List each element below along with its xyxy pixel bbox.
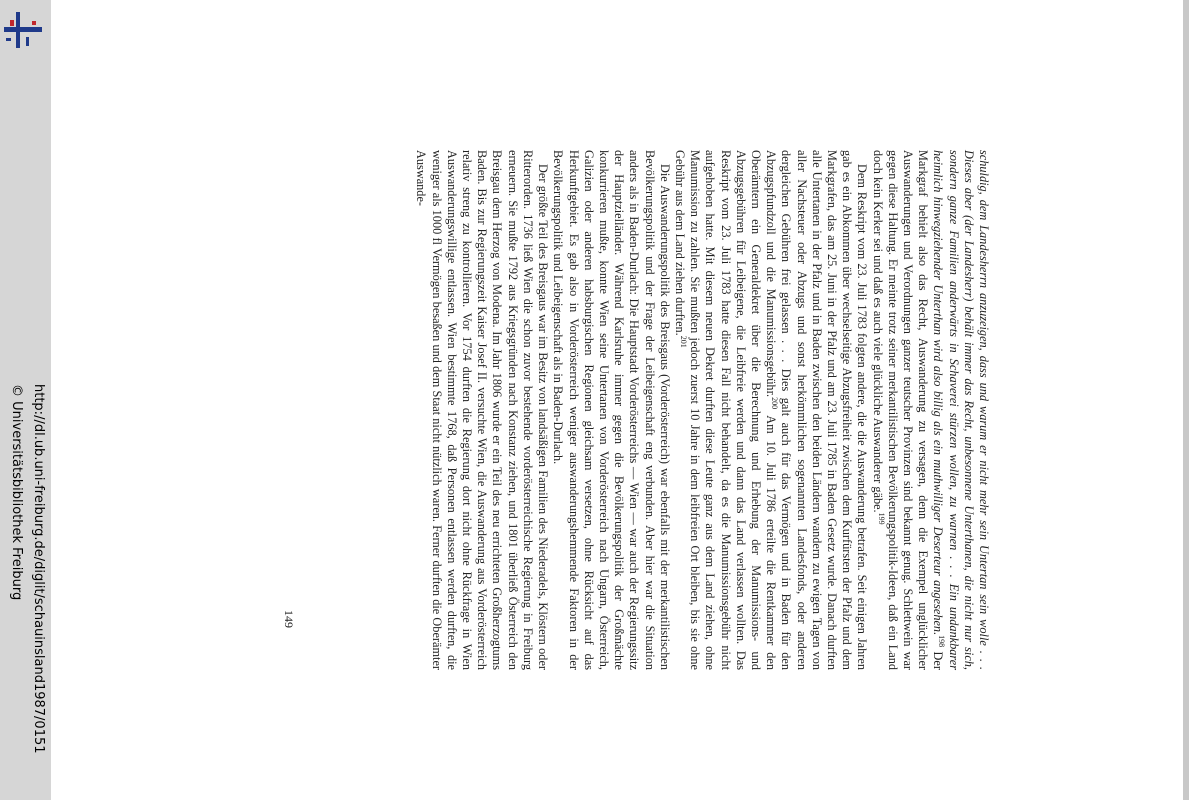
paragraph-text: Der Markgraf behielt also das Recht, Auswanderung zu versagen, denn die Exempel unglücklicher Auswanderungen und Verordnungen ganzer teutscher Provinzen sind bekannt genug. Schlettwein war gegen diese Haltung. Er meinte trotz seiner merkantilistischen Bevölkerungspolitik-Ideen, daß ein Land doch kein Kerker sei und daß es auch viele glückliche Auswanderer gäbe.: [870, 150, 946, 670]
sidebar-text: [4, 384, 48, 804]
quote-text: schuldig, dem Landesherrn anzuzeigen, dass und warum er nicht mehr sein Untertan sein wolle . . . Dieses aber (der Landesherr) behält immer das Recht, unbesonnene Unterthanen, die nicht nur sich, sondern ganze Familien anderwärts in Schaverei stürzen wollen, zu warnen . . . Ein undankbarer heimlich hinwegziehender Unterthan wird also billig als ein muthwilliger Deserteur angesehen.: [931, 150, 991, 670]
paragraph-1: [869, 150, 991, 670]
paragraph-2: [672, 150, 870, 670]
university-library-freiburg-logo-icon: [2, 10, 44, 50]
footnote-ref: 199: [876, 512, 886, 525]
page-number: 149: [282, 610, 296, 628]
copyright-notice: © Universitätsbibliothek Freiburg: [9, 384, 24, 601]
paragraph-text: Dem Reskript vom 23. Juli 1783 folgten andere, die die Auswanderung betrafen. Seit einigen Jahren gab es ein Abkommen über wechselseitige Abzugsfreiheit zwischen dem Kurfürsten der Pfalz und dem Markgrafen, das am 25. Juni in der Pfalz und am 23. Juli 1785 in Baden Gesetz wurde. Danach durften alle Untertanen in der Pfalz und in Baden zwischen den beiden Ländern wandern zu ewigen Tagen von aller Nachsteuer oder Abzugs und sonst herkömmlichen sogenannten Landesfonds, oder anderen dergleichen Gebühren frei gelassen . . . Dies galt auch für das Vermögen und in Baden für den Abzugspfundzoll und die Manumissionsgebühr.: [764, 150, 870, 670]
source-url[interactable]: http://dl.ub.uni-freiburg.de/diglit/schauinsland1987/0151: [31, 384, 46, 754]
paragraph-text: Am 10. Juli 1786 erteilte die Rentkammer den Oberämtern ein Generaldekret über die Berechnung und Erhebung der Manumissions- und Abzugsgebühren für Leibeigene, die Leibfreie werden und dann das Land verlassen wollten. Das Reskript vom 23. Juli 1783 hatte diesen Fall nicht behandelt, da es die Manumissionsgebühr nicht aufgehoben hatte. Mit diesem neuen Dekret durften diese Leute ganz aus dem Land ziehen, ohne Manumission zu zahlen. Sie mußten jedoch zuerst 10 Jahre in dem leibfreien Ort bleiben, bis sie ohne Gebühr aus dem Land ziehen durften.: [672, 150, 779, 670]
scanned-page: [256, 150, 991, 670]
footnote-ref: 200: [770, 397, 780, 410]
paragraph-3: Die Auswanderungspolitik des Breisgaus (Vorderösterreich) war ebenfalls mit der merkantilistischen Bevölkerungspolitik und der Frage der Leibeigenschaft eng verbunden. Aber hier war die Situation anders als in Baden-Durlach: Die Hauptstadt Vorderösterreichs — Wien — war auch der Regierungssitz der Hauptzielländer. Während Karlsruhe immer gegen die Bevölkerungspolitik der Großmächte konkurrieren mußte, konnte Wien seine Untertanen von Vorderösterreich nach Ungarn, Österreich, Galizien oder anderen habsburgischen Regionen gleichsam versetzen, ohne Rücksicht auf das Herkunftgebiet. Es gab also in Vorderösterreich weniger auswanderungshemmende Faktoren in der Bevölkerungspolitik und Leibeigenschaft als in Baden-Durlach.: [551, 150, 672, 670]
left-margin-strip: [0, 0, 51, 800]
right-edge-strip: [1183, 0, 1189, 800]
footnote-ref: 201: [679, 335, 689, 348]
paragraph-4: Der größte Teil des Breisgaus war im Besitz von landsäßigen Familien des Niederadels, Klöstern oder Ritterorden. 1736 ließ Wien die schon zuvor bestehende vorderösterreichische Regierung in Freiburg erneuern. Sie mußte 1792 aus Kriegsgründen nach Konstanz ziehen, und 1801 überließ Österreich den Breisgau dem Herzog von Modena. Im Jahr 1806 wurde er ein Teil des neu errichteten Großherzogtums Baden. Bis zur Regierungszeit Kaiser Josef II. versuchte Wien, die Auswanderung aus Vorderösterreich relativ streng zu kontrollieren. Vor 1754 durften die Regierung dort nicht ohne Rückfrage in Wien Auswanderungswillige entlassen. Wien bestimmte 1768, daß Personen entlassen werden durften, die weniger als 1000 fl Vermögen besaßen und dem Staat nicht nützlich waren. Ferner durften die Oberämter Auswande-: [414, 150, 551, 670]
footnote-ref: 198: [937, 635, 947, 648]
